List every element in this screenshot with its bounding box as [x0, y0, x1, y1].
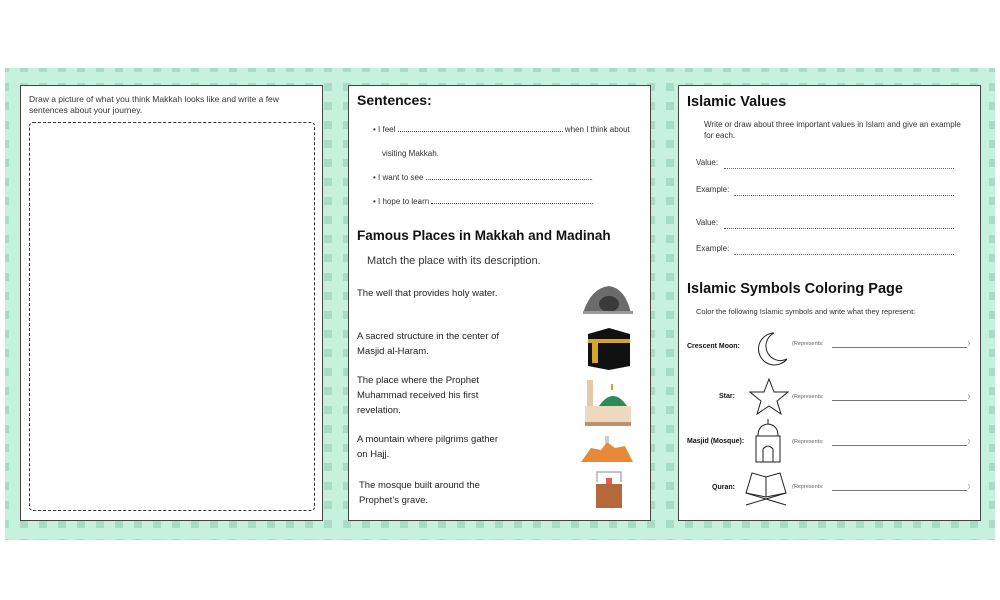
- represents-moon[interactable]: (Represents: ): [792, 341, 970, 347]
- sentence-2[interactable]: • I want to see .: [373, 173, 593, 182]
- represents-masjid[interactable]: (Represents: ): [792, 439, 970, 445]
- sentence-start: I hope to learn: [378, 197, 430, 206]
- value-input-2[interactable]: [724, 228, 954, 229]
- mountain-icon: [581, 436, 633, 464]
- prophets-mosque-icon: [583, 378, 633, 428]
- value-input-1[interactable]: [724, 168, 954, 169]
- sentences-title: Sentences:: [357, 92, 432, 108]
- drawing-panel: [20, 85, 323, 521]
- description-4: A mountain where pilgrims gather on Hajj.: [357, 434, 498, 460]
- description-1: The well that provides holy water.: [357, 288, 498, 299]
- kaaba-icon: [586, 326, 632, 370]
- crescent-moon-icon: [754, 331, 790, 367]
- sentence-end: .: [590, 173, 593, 182]
- symbol-label-moon: Crescent Moon:: [687, 343, 740, 350]
- sentence-1[interactable]: • I feel when I think about: [373, 125, 630, 134]
- symbol-label-masjid: Masjid (Mosque):: [687, 438, 745, 445]
- value-label-1: Value:: [696, 158, 719, 167]
- places-title: Famous Places in Makkah and Madinah: [357, 228, 611, 243]
- values-panel: [678, 85, 981, 521]
- symbol-label-star: Star:: [719, 393, 735, 400]
- values-title: Islamic Values: [687, 94, 787, 110]
- sentence-start: I feel: [378, 125, 396, 134]
- values-instruction: Write or draw about three important values in Islam and give an example for each.: [704, 120, 961, 140]
- sentences-panel: [348, 85, 651, 521]
- description-2: A sacred structure in the center of Masjid al-Haram.: [357, 331, 500, 357]
- represents-quran[interactable]: (Represents: ): [792, 484, 970, 490]
- masjid-icon: [754, 419, 782, 463]
- value-label-2: Value:: [696, 218, 719, 227]
- sentence-end: when I think about: [564, 125, 630, 134]
- places-instruction: Match the place with its description.: [367, 255, 541, 267]
- represents-star[interactable]: (Represents: ): [792, 394, 970, 400]
- example-input-2[interactable]: [734, 254, 954, 255]
- sentence-1-continuation: visiting Makkah.: [382, 149, 439, 158]
- quran-icon: [742, 471, 790, 507]
- drawing-area[interactable]: [29, 122, 315, 511]
- cave-icon: [581, 282, 633, 316]
- example-input-1[interactable]: [734, 195, 954, 196]
- zamzam-well-icon: [593, 468, 625, 510]
- description-5: The mosque built around the Prophet’s grave.: [359, 480, 480, 506]
- star-icon: [749, 377, 789, 415]
- sentence-3[interactable]: • I hope to learn .: [373, 197, 594, 206]
- example-label-1: Example:: [696, 185, 730, 194]
- drawing-instruction: Draw a picture of what you think Makkah looks like and write a few sentences about your journey.: [29, 94, 279, 115]
- sentence-end: .: [591, 197, 594, 206]
- description-3: The place where the Prophet Muhammad received his first revelation.: [357, 375, 479, 416]
- example-label-2: Example:: [696, 244, 730, 253]
- symbols-instruction: Color the following Islamic symbols and write what they represent:: [696, 307, 916, 316]
- symbol-label-quran: Quran:: [712, 484, 735, 491]
- symbols-title: Islamic Symbols Coloring Page: [687, 281, 903, 297]
- sentence-start: I want to see: [378, 173, 424, 182]
